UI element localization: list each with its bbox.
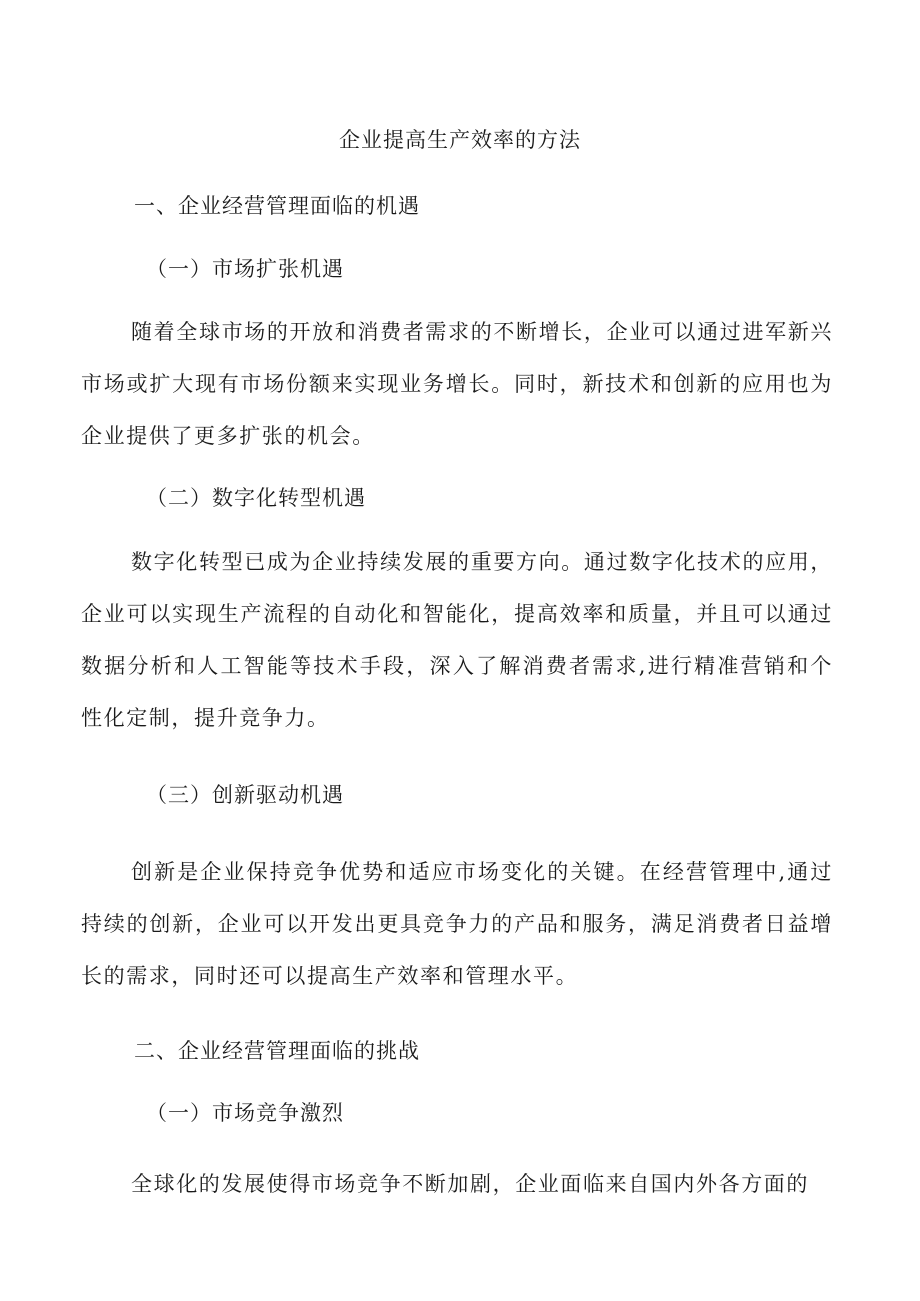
subsection-heading-1-2: （二）数字化转型机遇 [146,486,366,510]
document-title: 企业提高生产效率的方法 [339,128,581,152]
subsection-heading-2-1: （一）市场竞争激烈 [146,1101,344,1125]
subsection-heading-1-1: （一）市场扩张机遇 [146,257,344,281]
subsection-heading-1-3: （三）创新驱动机遇 [146,783,344,807]
section-heading-1: 一、企业经营管理面临的机遇 [134,194,420,218]
paragraph-2-1: 全球化的发展使得市场竞争不断加剧，企业面临来自国内外各方面的 [131,1172,809,1196]
paragraph-1-3: 创新是企业保持竞争优势和适应市场变化的关键。在经营管理中,通过持续的创新，企业可以开发出更具竞争力的产品和服务，满足消费者日益增长的需求，同时还可以提高生产效率和管理水平。 [81,860,833,988]
section-heading-2: 二、企业经营管理面临的挑战 [134,1039,420,1063]
paragraph-1-1: 随着全球市场的开放和消费者需求的不断增长，企业可以通过进军新兴市场或扩大现有市场份额来实现业务增长。同时，新技术和创新的应用也为企业提供了更多扩张的机会。 [81,320,833,448]
paragraph-1-2: 数字化转型已成为企业持续发展的重要方向。通过数字化技术的应用，企业可以实现生产流程的自动化和智能化，提高效率和质量，并且可以通过数据分析和人工智能等技术手段，深入了解消费者需求,进行精准营销和个性化定制，提升竞争力。 [81,550,833,730]
